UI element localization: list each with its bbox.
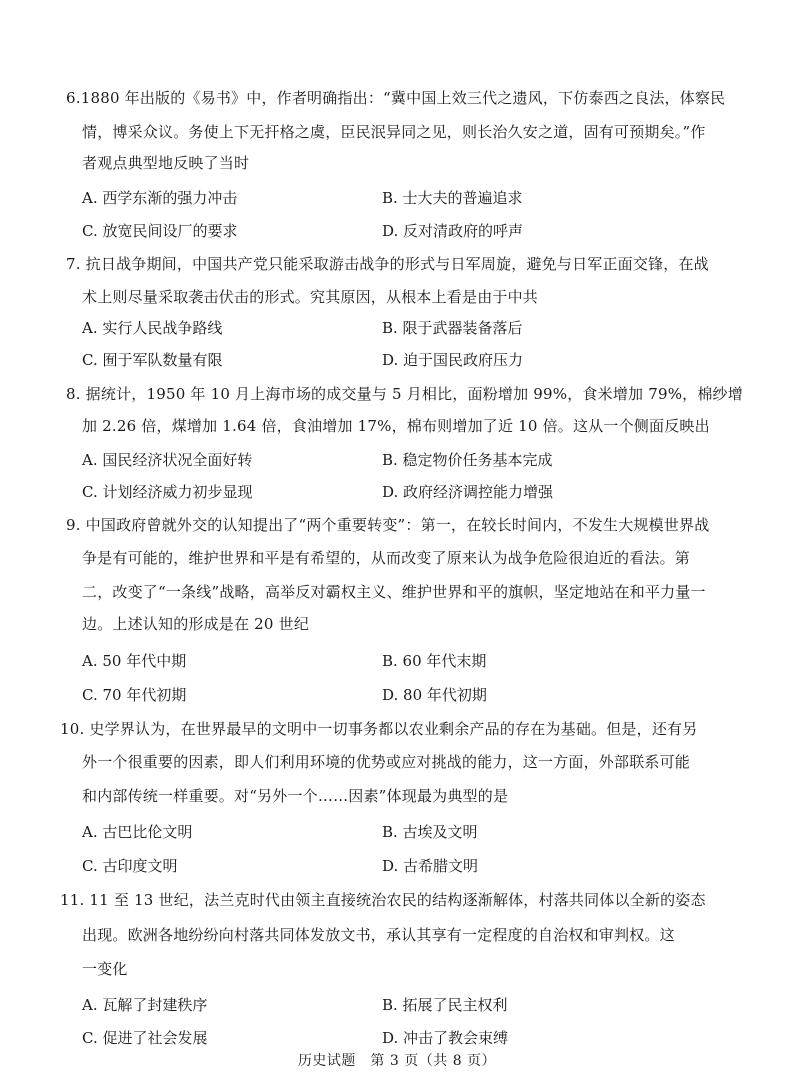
question-text-line: 9. 中国政府曾就外交的认知提出了“两个重要转变”：第一，在较长时间内，不发生大规模世界战 xyxy=(66,516,710,534)
option-c: C. 70 年代初期 xyxy=(82,686,187,704)
option-a: A. 实行人民战争路线 xyxy=(82,319,223,337)
option-b: B. 古埃及文明 xyxy=(382,823,478,841)
question-text-line: 7. 抗日战争期间，中国共产党只能采取游击战争的形式与日军周旋，避免与日军正面交锋，在战 xyxy=(66,255,709,273)
option-c: C. 放宽民间设厂的要求 xyxy=(82,222,238,240)
option-a: A. 国民经济状况全面好转 xyxy=(82,451,253,469)
question-text-line: 出现。欧洲各地纷纷向村落共同体发放文书，承认其享有一定程度的自治权和审判权。这 xyxy=(82,926,675,944)
question-text-line: 争是有可能的，维护世界和平是有希望的，从而改变了原来认为战争危险很迫近的看法。第 xyxy=(82,549,691,567)
option-d: D. 反对清政府的呼声 xyxy=(382,222,524,240)
option-b: B. 拓展了民主权利 xyxy=(382,996,508,1014)
option-b: B. 60 年代末期 xyxy=(382,652,487,670)
question-text-line: 边。上述认知的形成是在 20 世纪 xyxy=(82,615,310,633)
question-text-line: 一变化 xyxy=(82,960,128,978)
question-text-line: 外一个很重要的因素，即人们利用环境的优势或应对挑战的能力，这一方面，外部联系可能 xyxy=(82,753,691,771)
option-b: B. 士大夫的普遍追求 xyxy=(382,189,523,207)
option-d: D. 古希腊文明 xyxy=(382,857,479,875)
option-d: D. 政府经济调控能力增强 xyxy=(382,483,554,501)
option-d: D. 迫于国民政府压力 xyxy=(382,351,524,369)
question-text-line: 10. 史学界认为，在世界最早的文明中一切事务都以农业剩余产品的存在为基础。但是，还有另 xyxy=(60,720,698,738)
option-a: A. 瓦解了封建秩序 xyxy=(82,996,208,1014)
question-text-line: 8. 据统计，1950 年 10 月上海市场的成交量与 5 月相比，面粉增加 99%，食米增加 79%，棉纱增 xyxy=(66,385,743,403)
option-c: C. 计划经济威力初步显现 xyxy=(82,483,253,501)
question-text-line: 情，博采众议。务使上下无扞格之虞，臣民泯异同之见，则长治久安之道，固有可预期矣。”作 xyxy=(82,123,706,141)
option-c: C. 囿于军队数量有限 xyxy=(82,351,223,369)
option-a: A. 50 年代中期 xyxy=(82,652,187,670)
option-a: A. 古巴比伦文明 xyxy=(82,823,193,841)
question-text-line: 加 2.26 倍，煤增加 1.64 倍，食油增加 17%，棉布则增加了近 10 倍。这从一个侧面反映出 xyxy=(82,417,710,435)
option-b: B. 限于武器装备落后 xyxy=(382,319,523,337)
question-text-line: 二，改变了“一条线”战略，高举反对霸权主义、维护世界和平的旗帜，坚定地站在和平力量一 xyxy=(82,583,706,601)
question-text-line: 术上则尽量采取袭击伏击的形式。究其原因，从根本上看是由于中共 xyxy=(82,288,539,306)
option-c: C. 古印度文明 xyxy=(82,857,178,875)
question-text-line: 者观点典型地反映了当时 xyxy=(82,154,250,172)
option-c: C. 促进了社会发展 xyxy=(82,1029,208,1047)
question-text-line: 11. 11 至 13 世纪，法兰克时代由领主直接统治农民的结构逐渐解体，村落共同体以全新的姿态 xyxy=(60,891,706,909)
option-d: D. 冲击了教会束缚 xyxy=(382,1029,509,1047)
question-text-line: 6.1880 年出版的《易书》中，作者明确指出：“冀中国上效三代之遗风，下仿泰西之良法，体察民 xyxy=(66,89,726,107)
page-footer: 历史试题 第 3 页（共 8 页） xyxy=(297,1053,497,1069)
option-b: B. 稳定物价任务基本完成 xyxy=(382,451,553,469)
option-d: D. 80 年代初期 xyxy=(382,686,487,704)
option-a: A. 西学东渐的强力冲击 xyxy=(82,189,238,207)
question-text-line: 和内部传统一样重要。对“另外一个……因素”体现最为典型的是 xyxy=(82,787,509,805)
